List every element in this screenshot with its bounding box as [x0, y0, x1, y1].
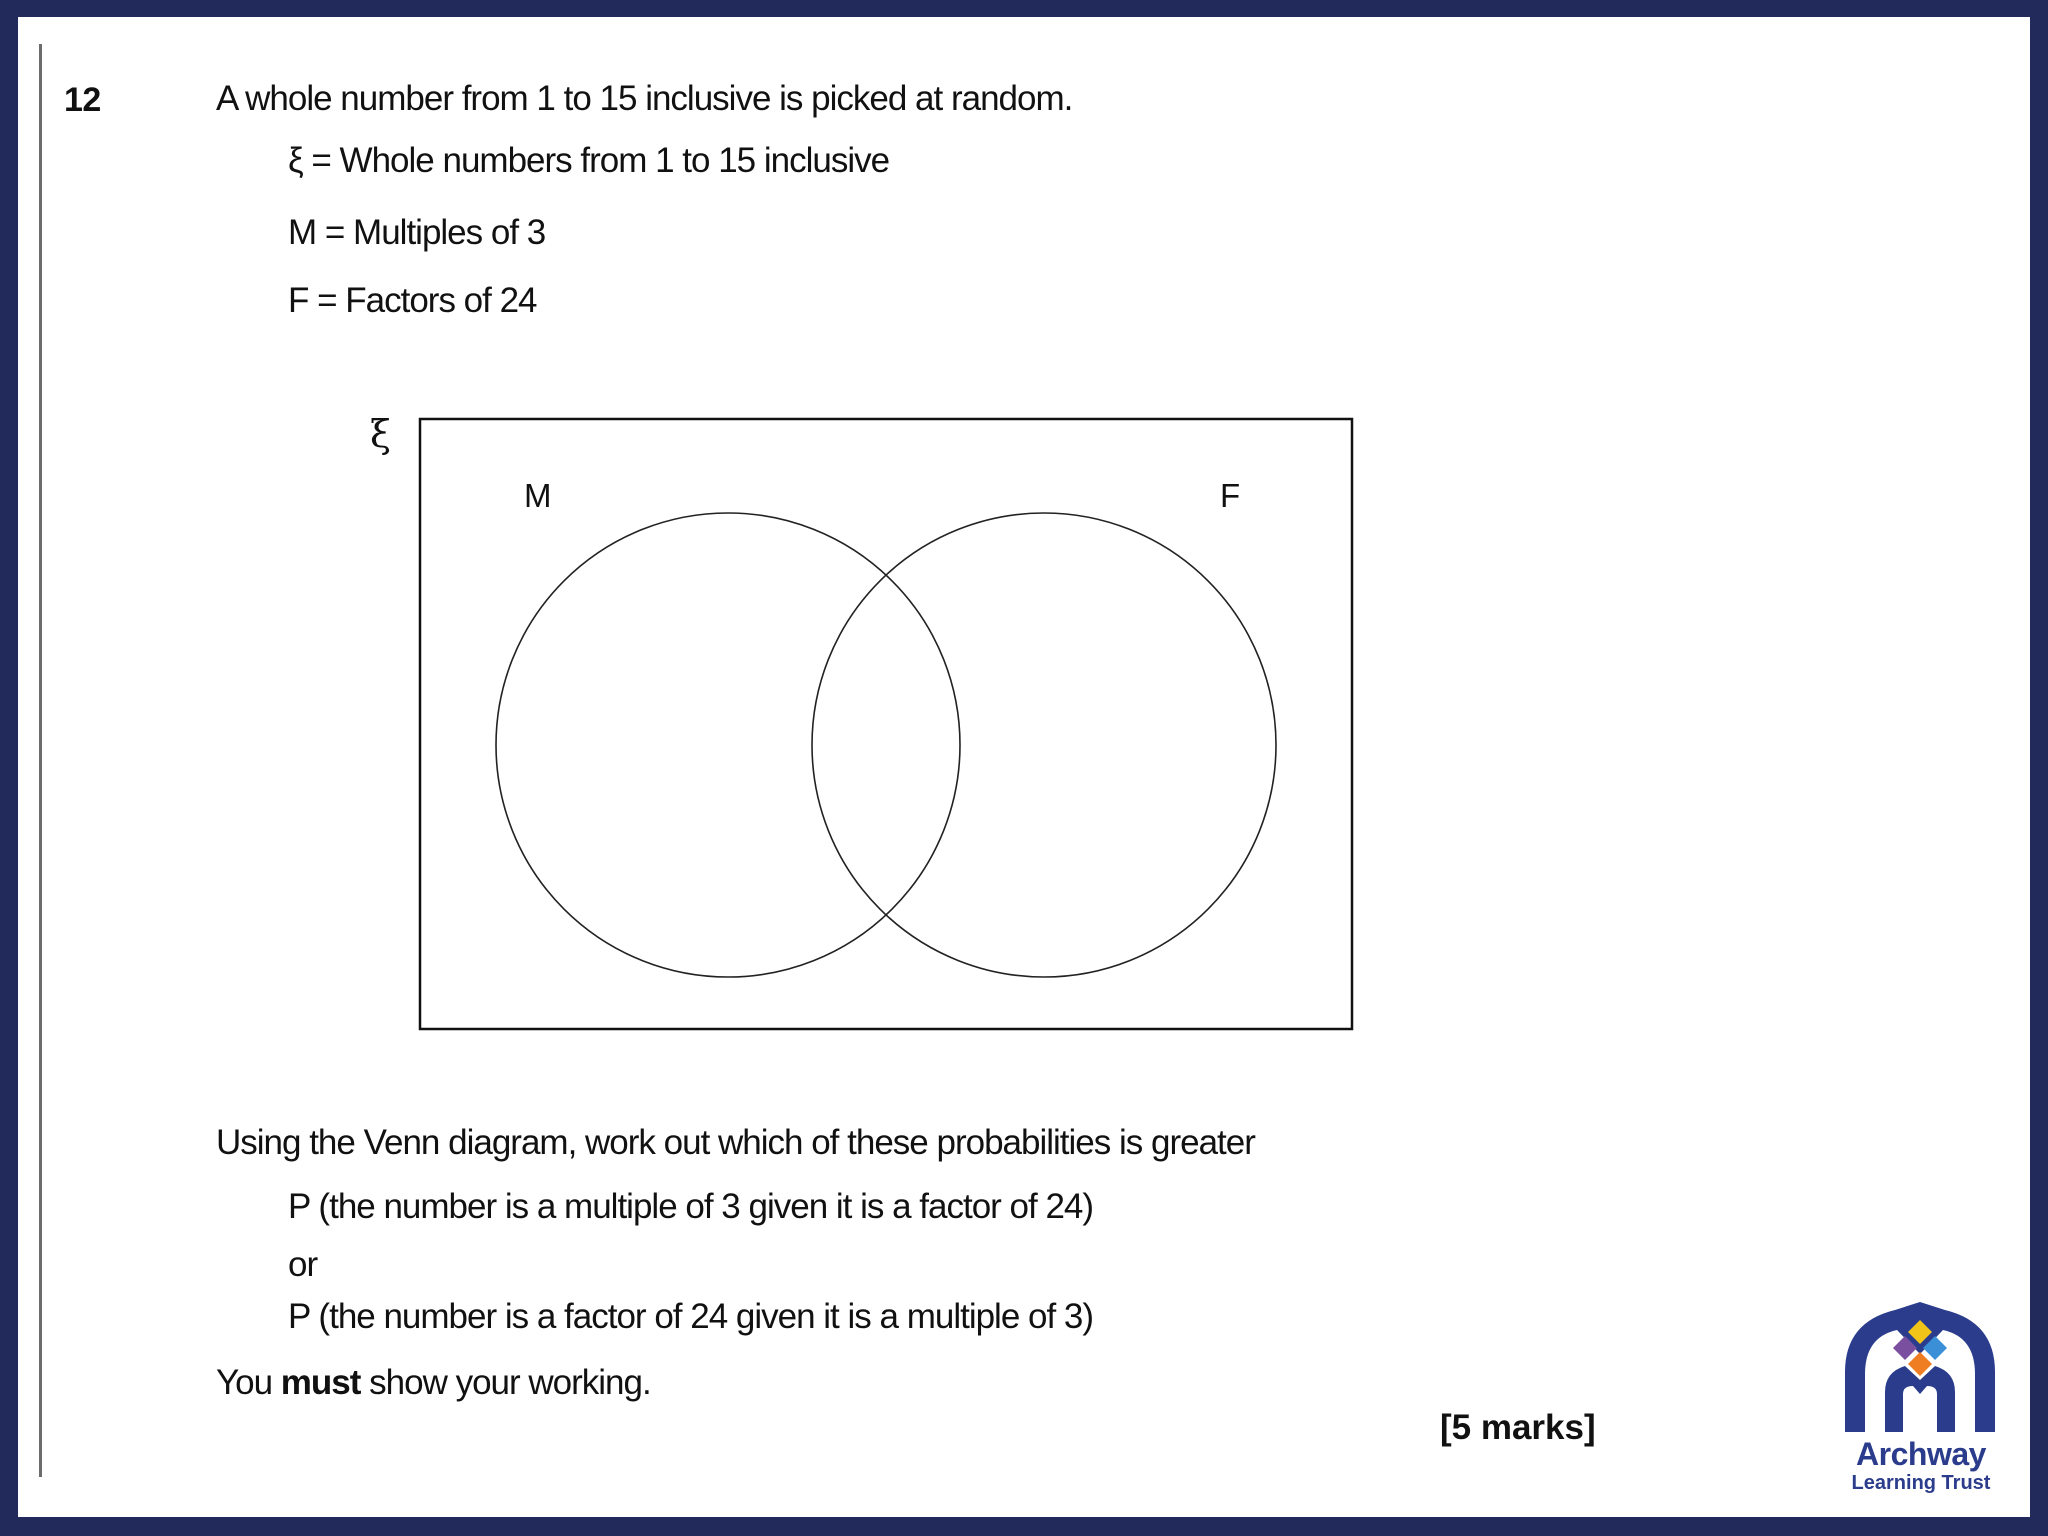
working-suffix: show your working. — [360, 1363, 651, 1402]
set-f-circle — [812, 513, 1276, 977]
exam-page — [18, 17, 2030, 1517]
logo-subtitle: Learning Trust — [1851, 1472, 1991, 1494]
probability-option-1: P (the number is a multiple of 3 given it is a factor of 24) — [288, 1187, 1094, 1226]
set-f-label: F — [1220, 477, 1241, 514]
set-m-definition: M = Multiples of 3 — [288, 213, 546, 252]
universal-set-label: ξ — [370, 412, 391, 456]
universal-set-rectangle — [420, 419, 1352, 1029]
universal-set-definition: ξ = Whole numbers from 1 to 15 inclusive — [288, 141, 890, 180]
working-must: must — [280, 1363, 361, 1402]
logo-name: Archway — [1856, 1436, 1986, 1472]
or-text: or — [288, 1245, 318, 1284]
marks-label: [5 marks] — [1440, 1408, 1596, 1447]
archway-logo-icon — [1835, 1302, 2005, 1442]
venn-diagram — [338, 397, 1418, 1067]
set-f-definition: F = Factors of 24 — [288, 281, 537, 320]
working-instruction — [216, 1363, 651, 1403]
margin-line — [39, 44, 42, 1477]
question-intro: A whole number from 1 to 15 inclusive is picked at random. — [216, 79, 1073, 118]
set-m-label: M — [524, 477, 552, 514]
task-instruction: Using the Venn diagram, work out which of these probabilities is greater — [216, 1123, 1255, 1162]
set-m-circle — [496, 513, 960, 977]
working-prefix: You — [216, 1363, 281, 1402]
question-number: 12 — [64, 81, 101, 119]
probability-option-2: P (the number is a factor of 24 given it is a multiple of 3) — [288, 1297, 1094, 1336]
